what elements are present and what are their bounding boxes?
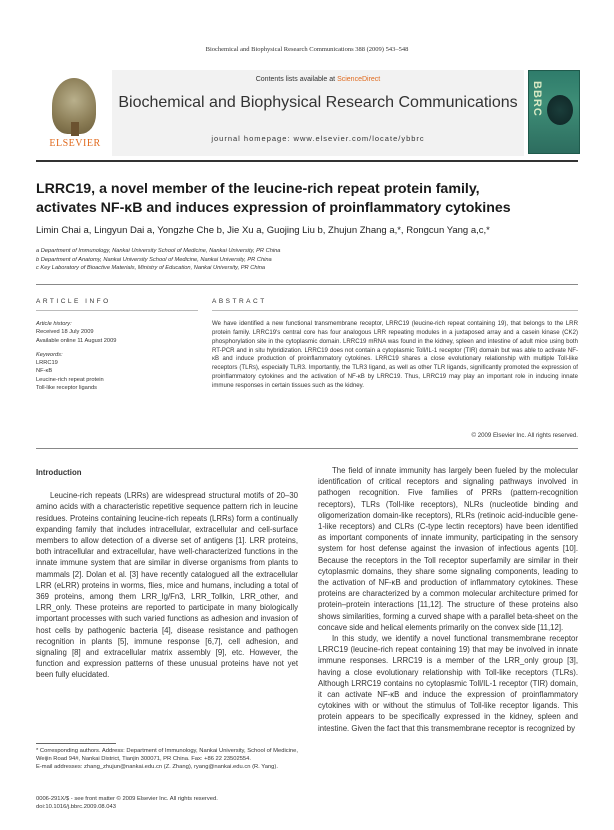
body-divider bbox=[36, 448, 578, 449]
corresponding-author-footnote bbox=[36, 747, 298, 772]
elsevier-logo[interactable] bbox=[38, 70, 110, 152]
affiliation-b: b Department of Anatomy, Nankai University School of Medicine, Nankai University, PR China bbox=[36, 256, 272, 263]
contents-line bbox=[112, 76, 524, 83]
journal-title: Biochemical and Biophysical Research Communications bbox=[118, 94, 518, 111]
journal-header bbox=[112, 70, 524, 156]
tree-trunk-icon bbox=[71, 122, 79, 136]
keywords-label: Keywords: bbox=[36, 351, 63, 358]
abstract-copyright: © 2009 Elsevier Inc. All rights reserved. bbox=[471, 432, 578, 439]
author-list: Limin Chai a, Lingyun Dai a, Yongzhe Che b, Jie Xu a, Guojing Liu b, Zhujun Zhang a,*, Rongcun Yang a,c,* bbox=[36, 225, 490, 236]
keyword: Toll-like receptor ligands bbox=[36, 385, 98, 392]
paragraph: The field of innate immunity has largely been fueled by the molecular identification of critical receptors and signaling pathways involved in pathogen recognition. Five families of PRRs (pattern-recognition receptors), TLRs (Toll-like receptors), NLRs (nucleotide binding and oligomerization domain-like receptors), RLRs (retinoic acid-inducible gene-1-like receptors) and CLRs (C-type lectin receptors) have been identified as important components of innate immunity, participating in the sensory system for host defense against the invasion of infectious agents [10]. Because the receptors in the Toll receptor superfamily are similar in their cytoplasmic domains, they share some signaling components, leading to the activation of NF-κB and production of inflammatory cytokines. These proteins are characterized by a common molecular architecture primed for protein–protein interactions [11,12]. The structure of these proteins also shows similarities, forming a curved shape with a parallel beta-sheet on the concave side and helical elements primarily on the convex side [11,12]. bbox=[318, 466, 578, 632]
article-info-heading: ARTICLE INFO bbox=[36, 298, 111, 305]
sciencedirect-link[interactable]: ScienceDirect bbox=[337, 76, 381, 83]
journal-cover-image[interactable] bbox=[528, 70, 580, 154]
publisher-logo-text: ELSEVIER bbox=[49, 138, 101, 149]
header-divider bbox=[36, 160, 578, 162]
keyword: Leucine-rich repeat protein bbox=[36, 376, 104, 383]
contents-prefix: Contents lists available at bbox=[255, 76, 338, 83]
affiliation-divider bbox=[36, 284, 578, 285]
issn-line: 0006-291X/$ - see front matter © 2009 Elsevier Inc. All rights reserved. bbox=[36, 796, 218, 802]
doi-link[interactable]: doi:10.1016/j.bbrc.2009.08.043 bbox=[36, 804, 116, 811]
affiliations bbox=[36, 247, 576, 273]
issn-doi-block bbox=[36, 795, 336, 811]
paragraph: In this study, we identify a novel functional transmembrane receptor LRRC19 (leucine-rich repeat containing 19) that may be involved in innate immune responses. LRRC19 is a member of the LRR_only group [3], having a close evolutionary relationship with Toll-like receptors (TLRs). Although LRRC19 contains no cytoplasmic Toll/IL-1 receptor (TIR) domain, it can activate NF-κB and induce the expression of proinflammatory cytokines with or without the stimulus of Toll-like receptor ligands. This protein appears to be specifically expressed in the kidney, spleen and intestine. Given the fact that this transmembrane receptor is recognized by bbox=[318, 634, 578, 733]
keyword: NF-κB bbox=[36, 368, 53, 375]
abstract-rule bbox=[212, 310, 578, 311]
article-info-rule bbox=[36, 310, 198, 311]
cover-illustration-icon bbox=[547, 95, 573, 125]
running-head: Biochemical and Biophysical Research Communications 388 (2009) 543–548 bbox=[205, 46, 409, 53]
affiliation-c: c Key Laboratory of Bioactive Materials, Ministry of Education, Nankai University, PR China bbox=[36, 265, 266, 271]
corresponding-authors: * Corresponding authors. Address: Department of Immunology, Nankai University, School of Medicine, Weijin Road 94#, Nankai District, Tianjin 300071, PR China. Fax: +86 22 23502554. bbox=[36, 748, 298, 763]
author-emails[interactable]: E-mail addresses: zhang_zhujun@nankai.edu.cn (Z. Zhang), ryang@nankai.edu.cn (R. Yang). bbox=[36, 764, 278, 771]
cover-text: BBRC bbox=[531, 81, 543, 117]
paragraph: Leucine-rich repeats (LRRs) are widespread structural motifs of 20–30 amino acids with a characteristic repetitive sequence pattern rich in leucine residues. Proteins containing leucine-rich repeats (LRRs) form a continually expanding family that includes intracellular, extracellular and cell-surface members to allow detection of a diverse set of antigens [1]. LRR proteins, both intracellular and extracellular, have well-characterized functions in the innate immune system that are similar in diverse organisms from plants to mammals [2]. Dolan et al. [3] have recently catalogued all the extracellular LRR (eLRR) proteins in worms, flies, mice and humans, including a total of 369 proteins, among them LRR_Ig/Fn3, LRR_Tollkin, LRR_other, and LRR_only. These proteins are reported to participate in many biologically important processes with such varied functions as adhesion and invasion of host cells by pathogenic bacteria [4], disease resistance and pathogen recognition in plants [5], immune response [6,7], cell adhesion, and signaling [8] and extracellular matrix assembly [9], etc. However, the function and expression patterns of these unusual proteins have not yet been fully elucidated. bbox=[36, 491, 298, 680]
title-line-2: activates NF-κB and induces expression of proinflammatory cytokines bbox=[36, 200, 511, 216]
body-column-left bbox=[36, 467, 298, 681]
received-date: Received 18 July 2009 bbox=[36, 329, 94, 336]
footnote-rule bbox=[36, 743, 116, 744]
available-date: Available online 11 August 2009 bbox=[36, 337, 117, 344]
affiliation-a: a Department of Immunology, Nankai University School of Medicine, Nankai University, PR China bbox=[36, 248, 281, 254]
title-line-1: LRRC19, a novel member of the leucine-rich repeat protein family, bbox=[36, 181, 480, 197]
journal-homepage-link[interactable]: journal homepage: www.elsevier.com/locate/ybbrc bbox=[211, 134, 425, 143]
article-title bbox=[36, 180, 576, 218]
body-column-right bbox=[318, 465, 578, 734]
history-label: Article history: bbox=[36, 321, 72, 327]
introduction-heading: Introduction bbox=[36, 468, 82, 477]
abstract-text: We have identified a new functional transmembrane receptor, LRRC19 (leucine-rich repeat containing 19), that belongs to the LRR protein family. LRRC19's central core has four analogous LRR repeating modules in a juxtaposed array and a casein kinase (CK2) phosphorylation site in the cytoplasmic domain. LRRC19 mRNA was found in the kidney, spleen and intestine of adult mice using both RT-PCR and in situ hybridization. LRRC19 does not contain a cytoplasmic Toll/IL-1 receptor (TIR) domain but was able to activate NF-κB and induce production of proinflammatory cytokines. LRRC19 shares a close evolutionary relationship with multiple Toll-like receptors (TLRs), especially TLR3. Importantly, the TLR3 ligand, as well as other TLR ligands, significantly promoted the expression of proinflammatory cytokines and the activation of NF-κB by LRRC19. Thus, LRRC19 may play an important role in inducing innate immune responses in certain tissues such as the kidney. bbox=[212, 320, 578, 389]
abstract-heading: ABSTRACT bbox=[212, 298, 267, 305]
article-info bbox=[36, 320, 198, 392]
keyword: LRRC19 bbox=[36, 360, 58, 367]
